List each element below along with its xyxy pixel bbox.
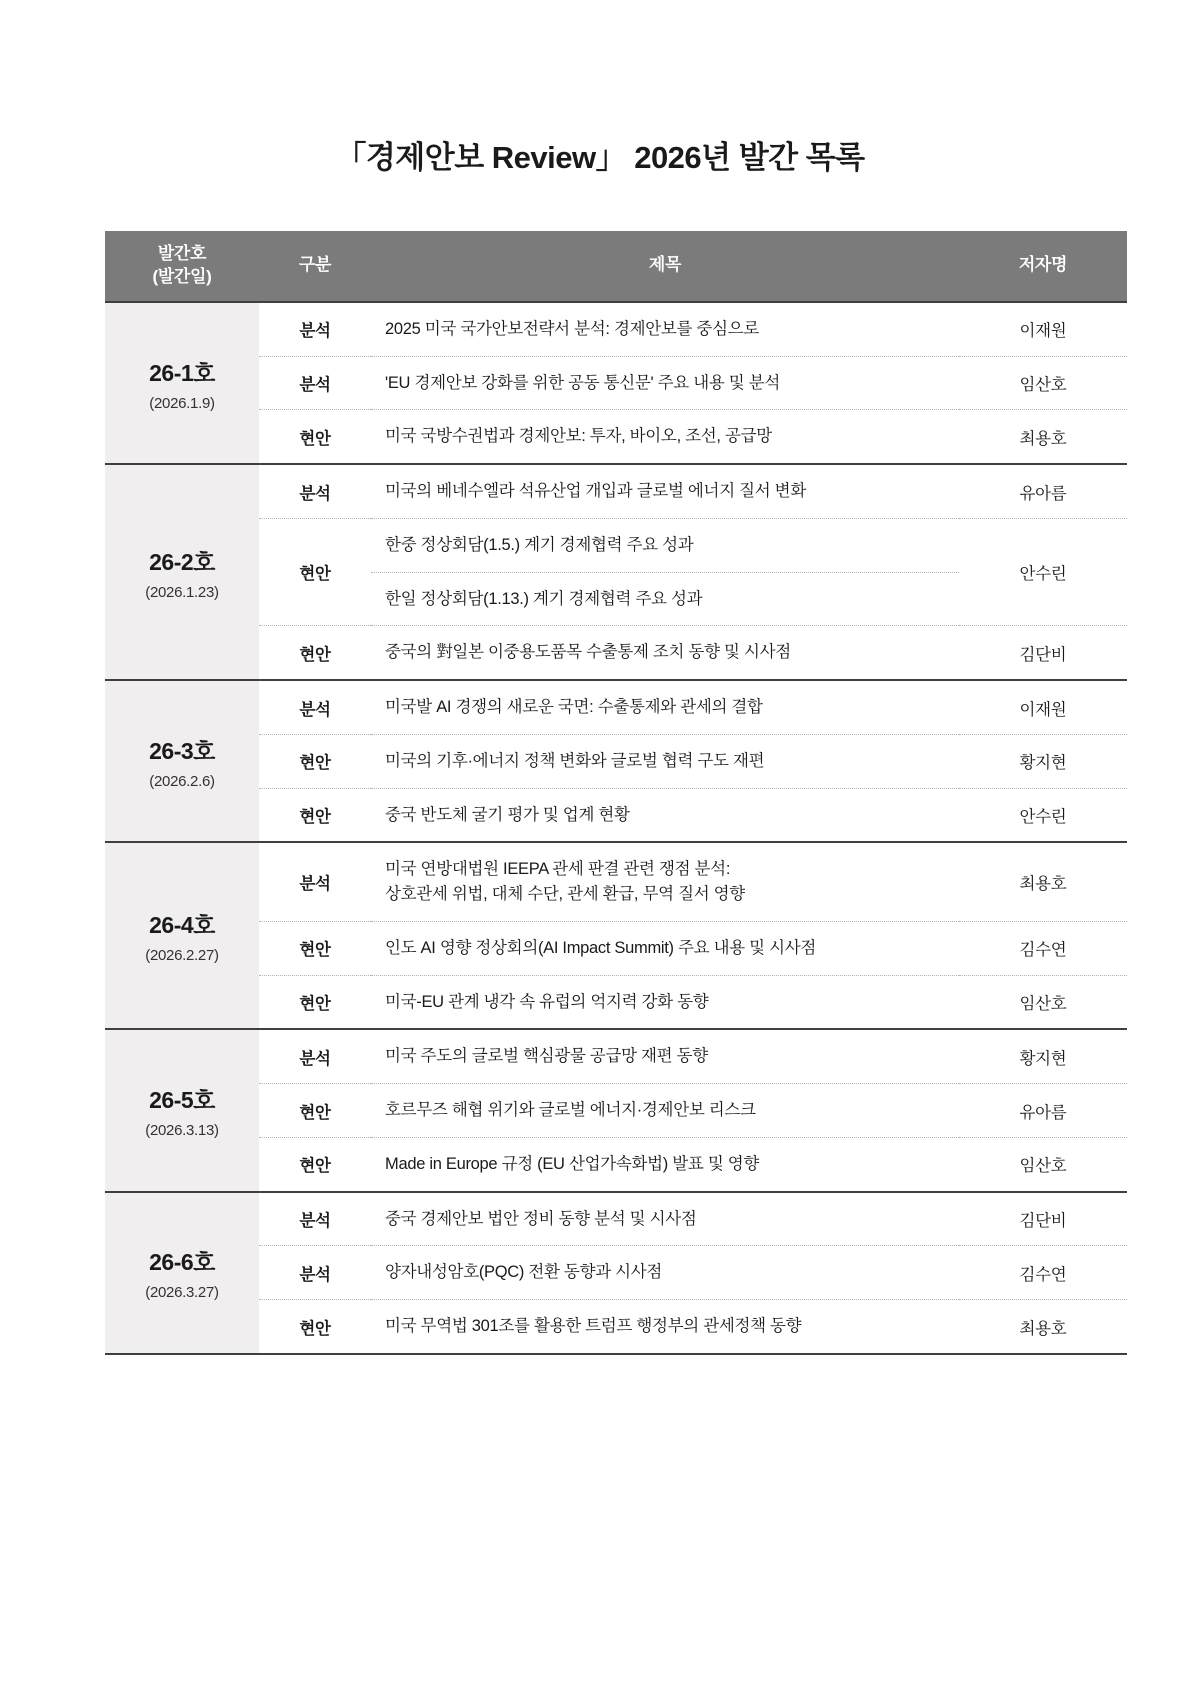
title-cell bbox=[371, 921, 959, 975]
title-line: 한일 정상회담(1.13.) 계기 경제협력 주요 성과 bbox=[385, 589, 703, 608]
title-cell bbox=[371, 464, 959, 518]
issue-cell bbox=[105, 680, 259, 842]
title-cell bbox=[371, 410, 959, 464]
author-cell: 황지현 bbox=[959, 734, 1127, 788]
issue-number: 26-3호 bbox=[149, 737, 215, 764]
column-header-issue bbox=[105, 231, 259, 302]
table-row bbox=[105, 680, 1127, 734]
issue-number: 26-5호 bbox=[149, 1087, 215, 1113]
issue-date: (2026.2.27) bbox=[145, 947, 219, 965]
table-row bbox=[105, 464, 1127, 518]
table-header bbox=[105, 231, 1127, 302]
column-header-author: 저자명 bbox=[959, 231, 1127, 302]
table-row bbox=[105, 842, 1127, 921]
column-header-issue-line1: 발간호 bbox=[157, 244, 207, 263]
title-line: 중국 경제안보 법안 정비 동향 분석 및 시사점 bbox=[385, 1209, 697, 1228]
table-row bbox=[105, 626, 1127, 680]
issue-date: (2026.3.13) bbox=[145, 1122, 219, 1139]
title-line: 한중 정상회담(1.5.) 계기 경제협력 주요 성과 bbox=[385, 535, 694, 554]
title-line: 'EU 경제안보 강화를 위한 공동 통신문' 주요 내용 및 분석 bbox=[385, 373, 780, 392]
table-row bbox=[105, 1300, 1127, 1354]
title-cell bbox=[371, 626, 959, 680]
title-line: 미국의 베네수엘라 석유산업 개입과 글로벌 에너지 질서 변화 bbox=[385, 482, 806, 501]
page-title: 「경제안보 Review」 2026년 발간 목록 bbox=[335, 140, 865, 175]
issue-cell bbox=[105, 302, 259, 464]
type-cell: 현안 bbox=[259, 410, 371, 464]
title-line: 미국의 기후·에너지 정책 변화와 글로벌 협력 구도 재편 bbox=[385, 751, 765, 770]
author-cell: 임산호 bbox=[959, 1137, 1127, 1191]
title-cell bbox=[371, 788, 959, 842]
title-cell bbox=[371, 1029, 959, 1083]
type-cell: 분석 bbox=[259, 1192, 371, 1246]
author-cell: 최용호 bbox=[959, 410, 1127, 464]
title-cell bbox=[371, 356, 959, 410]
author-cell: 유아름 bbox=[959, 1084, 1127, 1138]
title-cell bbox=[371, 1246, 959, 1300]
table-row bbox=[105, 518, 1127, 572]
publication-table-wrapper bbox=[105, 177, 1095, 1355]
type-cell: 분석 bbox=[259, 464, 371, 518]
author-cell: 황지현 bbox=[959, 1029, 1127, 1083]
type-cell: 분석 bbox=[259, 1246, 371, 1300]
title-cell bbox=[371, 1084, 959, 1138]
table-row bbox=[105, 1246, 1127, 1300]
issue-date: (2026.1.23) bbox=[145, 583, 219, 601]
author-cell: 임산호 bbox=[959, 975, 1127, 1029]
author-cell: 유아름 bbox=[959, 464, 1127, 518]
column-header-issue-line2: (발간일) bbox=[152, 266, 212, 286]
type-cell: 분석 bbox=[259, 302, 371, 356]
title-cell bbox=[371, 842, 959, 921]
title-line: 상호관세 위법, 대체 수단, 관세 환급, 무역 질서 영향 bbox=[385, 885, 745, 904]
type-cell: 현안 bbox=[259, 921, 371, 975]
title-line: 미국 무역법 301조를 활용한 트럼프 행정부의 관세정책 동향 bbox=[385, 1317, 802, 1336]
table-row bbox=[105, 975, 1127, 1029]
type-cell: 현안 bbox=[259, 975, 371, 1029]
author-cell: 안수린 bbox=[959, 788, 1127, 842]
issue-number: 26-2호 bbox=[149, 548, 215, 575]
table-row bbox=[105, 1029, 1127, 1083]
type-cell: 현안 bbox=[259, 734, 371, 788]
title-line: 미국 연방대법원 IEEPA 관세 판결 관련 쟁점 분석: bbox=[385, 860, 731, 879]
type-cell: 현안 bbox=[259, 1084, 371, 1138]
title-line: 미국 주도의 글로벌 핵심광물 공급망 재편 동향 bbox=[385, 1047, 708, 1066]
table-row bbox=[105, 356, 1127, 410]
type-cell: 분석 bbox=[259, 356, 371, 410]
title-cell bbox=[371, 734, 959, 788]
title-cell bbox=[371, 680, 959, 734]
type-cell: 분석 bbox=[259, 842, 371, 921]
title-cell bbox=[371, 1137, 959, 1191]
title-line: 미국-EU 관계 냉각 속 유럽의 억지력 강화 동향 bbox=[385, 992, 709, 1011]
publication-list-table bbox=[105, 231, 1127, 1355]
title-line: 호르무즈 해협 위기와 글로벌 에너지·경제안보 리스크 bbox=[385, 1101, 756, 1120]
title-line: 미국 국방수권법과 경제안보: 투자, 바이오, 조선, 공급망 bbox=[385, 427, 772, 446]
author-cell: 김단비 bbox=[959, 626, 1127, 680]
column-header-title: 제목 bbox=[371, 231, 959, 302]
table-row bbox=[105, 1084, 1127, 1138]
author-cell: 이재원 bbox=[959, 680, 1127, 734]
issue-cell bbox=[105, 1029, 259, 1191]
author-cell: 김수연 bbox=[959, 1246, 1127, 1300]
title-line: 중국 반도체 굴기 평가 및 업계 현황 bbox=[385, 805, 630, 824]
author-cell: 안수린 bbox=[959, 518, 1127, 626]
issue-date: (2026.2.6) bbox=[149, 772, 215, 790]
title-cell bbox=[371, 518, 959, 572]
title-line: 2025 미국 국가안보전략서 분석: 경제안보를 중심으로 bbox=[385, 319, 759, 338]
table-row bbox=[105, 734, 1127, 788]
type-cell: 현안 bbox=[259, 1300, 371, 1354]
column-header-type: 구분 bbox=[259, 231, 371, 302]
issue-cell bbox=[105, 464, 259, 680]
table-row bbox=[105, 302, 1127, 356]
issue-cell bbox=[105, 1192, 259, 1354]
title-line: 중국의 對일본 이중용도품목 수출통제 조치 동향 및 시사점 bbox=[385, 643, 791, 662]
table-row bbox=[105, 921, 1127, 975]
author-cell: 최용호 bbox=[959, 1300, 1127, 1354]
author-cell: 이재원 bbox=[959, 302, 1127, 356]
title-cell bbox=[371, 572, 959, 626]
author-cell: 최용호 bbox=[959, 842, 1127, 921]
title-line: 인도 AI 영향 정상회의(AI Impact Summit) 주요 내용 및 시사점 bbox=[385, 938, 816, 957]
title-cell bbox=[371, 1300, 959, 1354]
title-line: Made in Europe 규정 (EU 산업가속화법) 발표 및 영향 bbox=[385, 1154, 760, 1173]
issue-date: (2026.3.27) bbox=[145, 1284, 219, 1302]
title-cell bbox=[371, 975, 959, 1029]
type-cell: 현안 bbox=[259, 1137, 371, 1191]
table-row bbox=[105, 1137, 1127, 1191]
issue-number: 26-1호 bbox=[149, 359, 215, 386]
table-header-row bbox=[105, 231, 1127, 302]
type-cell: 현안 bbox=[259, 788, 371, 842]
type-cell: 현안 bbox=[259, 518, 371, 626]
issue-number: 26-6호 bbox=[149, 1249, 215, 1276]
title-cell bbox=[371, 302, 959, 356]
type-cell: 현안 bbox=[259, 626, 371, 680]
table-row bbox=[105, 1192, 1127, 1246]
title-line: 미국발 AI 경쟁의 새로운 국면: 수출통제와 관세의 결합 bbox=[385, 698, 763, 717]
type-cell: 분석 bbox=[259, 1029, 371, 1083]
title-cell bbox=[371, 1192, 959, 1246]
author-cell: 김수연 bbox=[959, 921, 1127, 975]
table-row bbox=[105, 788, 1127, 842]
author-cell: 김단비 bbox=[959, 1192, 1127, 1246]
title-line: 양자내성암호(PQC) 전환 동향과 시사점 bbox=[385, 1263, 663, 1282]
table-row bbox=[105, 410, 1127, 464]
issue-number: 26-4호 bbox=[149, 912, 215, 939]
table-body bbox=[105, 302, 1127, 1354]
issue-date: (2026.1.9) bbox=[149, 394, 215, 412]
author-cell: 임산호 bbox=[959, 356, 1127, 410]
issue-cell bbox=[105, 842, 259, 1029]
type-cell: 분석 bbox=[259, 680, 371, 734]
